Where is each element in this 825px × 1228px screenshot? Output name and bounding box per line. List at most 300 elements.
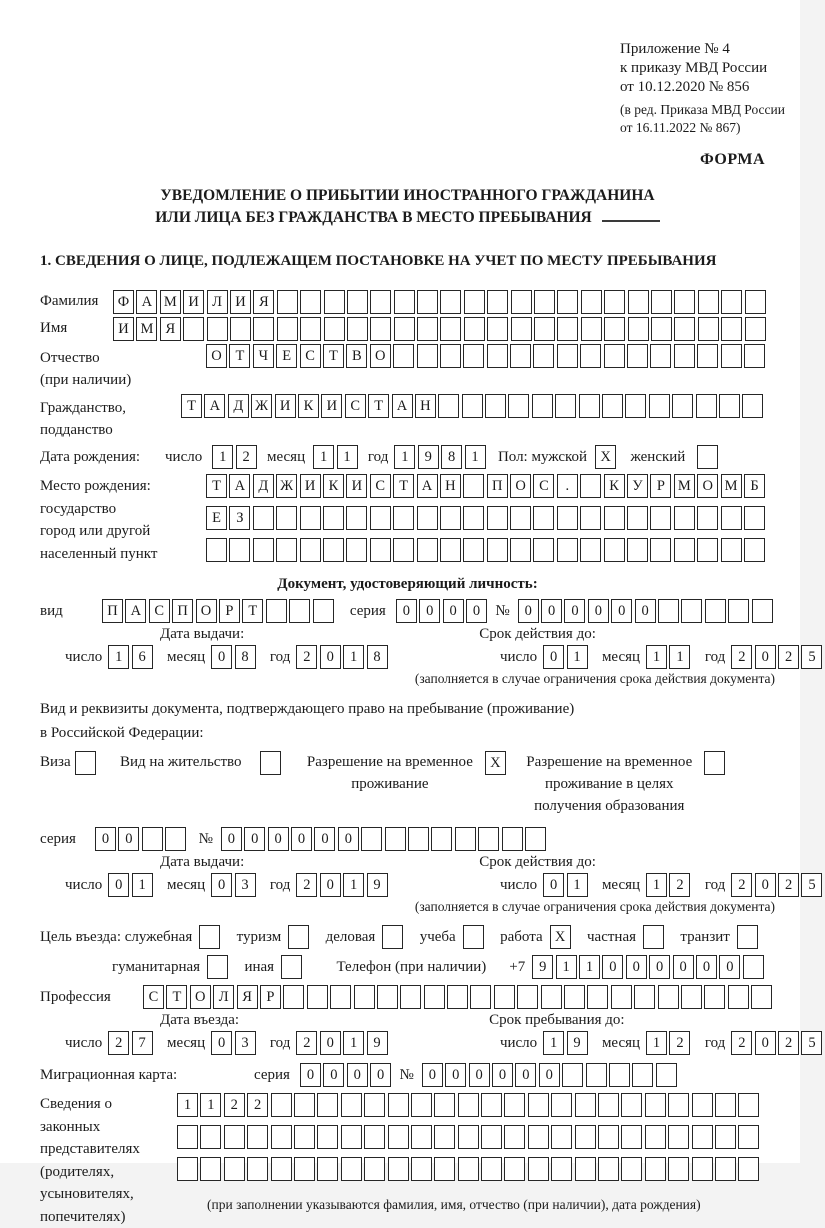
guardians-row3-boxes-cell[interactable] bbox=[575, 1157, 596, 1181]
entry-month-boxes-cell[interactable]: 0 bbox=[211, 1031, 232, 1055]
citizenship-boxes-cell[interactable]: Т bbox=[368, 394, 389, 418]
profession-boxes-cell[interactable] bbox=[658, 985, 679, 1009]
phone-boxes-cell[interactable]: 0 bbox=[602, 955, 623, 979]
given-name-boxes-cell[interactable] bbox=[370, 317, 391, 341]
given-name-boxes-cell[interactable] bbox=[628, 317, 649, 341]
surname-boxes-cell[interactable]: Я bbox=[253, 290, 274, 314]
stay-day-boxes-cell[interactable]: 9 bbox=[567, 1031, 588, 1055]
purpose-private-checkbox-cell[interactable] bbox=[643, 925, 664, 949]
patronymic-boxes-cell[interactable] bbox=[557, 344, 578, 368]
profession-boxes-cell[interactable]: Л bbox=[213, 985, 234, 1009]
entry-month-boxes-cell[interactable]: 3 bbox=[235, 1031, 256, 1055]
given-name-boxes-cell[interactable] bbox=[511, 317, 532, 341]
birthplace-row2-boxes[interactable] bbox=[206, 506, 767, 530]
citizenship-boxes-cell[interactable]: С bbox=[345, 394, 366, 418]
permit-number-boxes-cell[interactable] bbox=[408, 827, 429, 851]
guardians-row3-boxes-cell[interactable] bbox=[645, 1157, 666, 1181]
birthplace-row2-boxes-cell[interactable] bbox=[627, 506, 648, 530]
citizenship-boxes-cell[interactable] bbox=[742, 394, 763, 418]
migcard-number-boxes-cell[interactable] bbox=[656, 1063, 677, 1087]
birthplace-row1-boxes-cell[interactable]: А bbox=[229, 474, 250, 498]
guardians-row3-boxes-cell[interactable] bbox=[434, 1157, 455, 1181]
doc-type-boxes-cell[interactable]: А bbox=[125, 599, 146, 623]
purpose-official-checkbox-cell[interactable] bbox=[199, 925, 220, 949]
given-name-boxes-cell[interactable] bbox=[581, 317, 602, 341]
birthplace-row3-boxes-cell[interactable] bbox=[440, 538, 461, 562]
permit-series-boxes-cell[interactable] bbox=[165, 827, 186, 851]
visa-checkbox[interactable] bbox=[75, 751, 98, 775]
doc-type-boxes-cell[interactable] bbox=[313, 599, 334, 623]
birthplace-row2-boxes-cell[interactable] bbox=[721, 506, 742, 530]
birthplace-row1-boxes-cell[interactable]: . bbox=[557, 474, 578, 498]
doc-expiry-day-boxes-cell[interactable]: 1 bbox=[567, 645, 588, 669]
surname-boxes-cell[interactable] bbox=[557, 290, 578, 314]
surname-boxes-cell[interactable]: А bbox=[136, 290, 157, 314]
birthplace-row1-boxes-cell[interactable]: М bbox=[721, 474, 742, 498]
birthplace-row3-boxes-cell[interactable] bbox=[744, 538, 765, 562]
guardians-row1-boxes-cell[interactable] bbox=[598, 1093, 619, 1117]
guardians-row2-boxes-cell[interactable] bbox=[692, 1125, 713, 1149]
sex-male-checkbox-cell[interactable]: X bbox=[595, 445, 616, 469]
patronymic-boxes-cell[interactable] bbox=[487, 344, 508, 368]
guardians-row2-boxes-cell[interactable] bbox=[177, 1125, 198, 1149]
birth-year-boxes-cell[interactable]: 9 bbox=[418, 445, 439, 469]
citizenship-boxes-cell[interactable] bbox=[555, 394, 576, 418]
purpose-other-checkbox[interactable] bbox=[281, 955, 304, 979]
guardians-row1-boxes-cell[interactable] bbox=[692, 1093, 713, 1117]
doc-type-boxes-cell[interactable]: Т bbox=[242, 599, 263, 623]
guardians-row1-boxes-cell[interactable]: 2 bbox=[224, 1093, 245, 1117]
birthplace-row2-boxes-cell[interactable] bbox=[440, 506, 461, 530]
sex-male-checkbox[interactable] bbox=[595, 445, 618, 469]
migcard-number-boxes-cell[interactable] bbox=[586, 1063, 607, 1087]
guardians-row2-boxes-cell[interactable] bbox=[247, 1125, 268, 1149]
permit-number-boxes-cell[interactable]: 0 bbox=[291, 827, 312, 851]
stay-year-boxes[interactable] bbox=[731, 1031, 825, 1055]
guardians-row2-boxes-cell[interactable] bbox=[388, 1125, 409, 1149]
profession-boxes-cell[interactable] bbox=[681, 985, 702, 1009]
purpose-other-checkbox-cell[interactable] bbox=[281, 955, 302, 979]
guardians-row2-boxes-cell[interactable] bbox=[575, 1125, 596, 1149]
surname-boxes-cell[interactable] bbox=[300, 290, 321, 314]
doc-expiry-day-boxes[interactable] bbox=[543, 645, 590, 669]
given-name-boxes-cell[interactable] bbox=[324, 317, 345, 341]
birthplace-row2-boxes-cell[interactable] bbox=[253, 506, 274, 530]
birthplace-row2-boxes-cell[interactable] bbox=[276, 506, 297, 530]
patronymic-boxes-cell[interactable] bbox=[697, 344, 718, 368]
guardians-row2-boxes-cell[interactable] bbox=[224, 1125, 245, 1149]
birthplace-row3-boxes-cell[interactable] bbox=[300, 538, 321, 562]
guardians-row2-boxes-cell[interactable] bbox=[551, 1125, 572, 1149]
doc-expiry-month-boxes[interactable] bbox=[646, 645, 693, 669]
migcard-number-boxes-cell[interactable]: 0 bbox=[422, 1063, 443, 1087]
birthplace-row3-boxes-cell[interactable] bbox=[253, 538, 274, 562]
guardians-row1-boxes-cell[interactable]: 1 bbox=[177, 1093, 198, 1117]
guardians-row2-boxes-cell[interactable] bbox=[341, 1125, 362, 1149]
guardians-row1-boxes-cell[interactable] bbox=[668, 1093, 689, 1117]
phone-boxes-cell[interactable] bbox=[743, 955, 764, 979]
birthplace-row3-boxes-cell[interactable] bbox=[533, 538, 554, 562]
doc-expiry-year-boxes-cell[interactable]: 0 bbox=[755, 645, 776, 669]
visa-checkbox-cell[interactable] bbox=[75, 751, 96, 775]
given-name-boxes-cell[interactable]: М bbox=[136, 317, 157, 341]
given-name-boxes-cell[interactable] bbox=[253, 317, 274, 341]
permit-series-boxes[interactable] bbox=[95, 827, 189, 851]
given-name-boxes[interactable] bbox=[113, 317, 768, 341]
permit-number-boxes-cell[interactable]: 0 bbox=[221, 827, 242, 851]
permit-expiry-year-boxes[interactable] bbox=[731, 873, 825, 897]
entry-year-boxes-cell[interactable]: 9 bbox=[367, 1031, 388, 1055]
birthplace-row2-boxes-cell[interactable] bbox=[487, 506, 508, 530]
birthplace-row2-boxes-cell[interactable]: З bbox=[229, 506, 250, 530]
birth-day-boxes[interactable] bbox=[212, 445, 259, 469]
surname-boxes[interactable] bbox=[113, 290, 768, 314]
doc-type-boxes[interactable] bbox=[102, 599, 336, 623]
migcard-series-boxes[interactable] bbox=[300, 1063, 394, 1087]
given-name-boxes-cell[interactable] bbox=[651, 317, 672, 341]
purpose-humanitarian-checkbox[interactable] bbox=[207, 955, 230, 979]
guardians-row2-boxes-cell[interactable] bbox=[598, 1125, 619, 1149]
guardians-row1-boxes-cell[interactable]: 1 bbox=[200, 1093, 221, 1117]
guardians-row2-boxes-cell[interactable] bbox=[715, 1125, 736, 1149]
birthplace-row2-boxes-cell[interactable] bbox=[744, 506, 765, 530]
permit-issue-month-boxes-cell[interactable]: 3 bbox=[235, 873, 256, 897]
guardians-row2-boxes-cell[interactable] bbox=[645, 1125, 666, 1149]
birthplace-row1-boxes-cell[interactable] bbox=[463, 474, 484, 498]
guardians-row2-boxes-cell[interactable] bbox=[434, 1125, 455, 1149]
profession-boxes-cell[interactable] bbox=[704, 985, 725, 1009]
purpose-official-checkbox[interactable] bbox=[199, 925, 222, 949]
guardians-row1-boxes-cell[interactable] bbox=[458, 1093, 479, 1117]
birth-year-boxes-cell[interactable]: 8 bbox=[441, 445, 462, 469]
migcard-number-boxes-cell[interactable]: 0 bbox=[492, 1063, 513, 1087]
citizenship-boxes-cell[interactable]: И bbox=[321, 394, 342, 418]
phone-boxes-cell[interactable]: 1 bbox=[556, 955, 577, 979]
profession-boxes-cell[interactable]: Я bbox=[237, 985, 258, 1009]
birthplace-row3-boxes[interactable] bbox=[206, 538, 767, 562]
birthplace-row1-boxes-cell[interactable]: С bbox=[533, 474, 554, 498]
patronymic-boxes-cell[interactable] bbox=[627, 344, 648, 368]
profession-boxes-cell[interactable] bbox=[494, 985, 515, 1009]
birthplace-row2-boxes-cell[interactable] bbox=[557, 506, 578, 530]
guardians-row2-boxes-cell[interactable] bbox=[458, 1125, 479, 1149]
profession-boxes-cell[interactable] bbox=[283, 985, 304, 1009]
residence-permit-checkbox[interactable] bbox=[260, 751, 283, 775]
birthplace-row1-boxes-cell[interactable]: У bbox=[627, 474, 648, 498]
phone-boxes-cell[interactable]: 0 bbox=[626, 955, 647, 979]
given-name-boxes-cell[interactable] bbox=[745, 317, 766, 341]
birthplace-row3-boxes-cell[interactable] bbox=[229, 538, 250, 562]
citizenship-boxes-cell[interactable] bbox=[602, 394, 623, 418]
given-name-boxes-cell[interactable] bbox=[440, 317, 461, 341]
guardians-row1-boxes-cell[interactable] bbox=[528, 1093, 549, 1117]
guardians-row1-boxes-cell[interactable] bbox=[271, 1093, 292, 1117]
temp-residence-checkbox[interactable] bbox=[485, 751, 508, 775]
birthplace-row3-boxes-cell[interactable] bbox=[276, 538, 297, 562]
permit-expiry-month-boxes-cell[interactable]: 1 bbox=[646, 873, 667, 897]
given-name-boxes-cell[interactable] bbox=[417, 317, 438, 341]
purpose-transit-checkbox[interactable] bbox=[737, 925, 760, 949]
patronymic-boxes-cell[interactable] bbox=[650, 344, 671, 368]
permit-issue-year-boxes-cell[interactable]: 9 bbox=[367, 873, 388, 897]
patronymic-boxes-cell[interactable]: Е bbox=[276, 344, 297, 368]
patronymic-boxes-cell[interactable]: О bbox=[206, 344, 227, 368]
citizenship-boxes-cell[interactable] bbox=[625, 394, 646, 418]
guardians-row3-boxes-cell[interactable] bbox=[411, 1157, 432, 1181]
guardians-row3-boxes-cell[interactable] bbox=[692, 1157, 713, 1181]
stay-month-boxes-cell[interactable]: 1 bbox=[646, 1031, 667, 1055]
phone-boxes[interactable] bbox=[532, 955, 766, 979]
doc-issue-year-boxes-cell[interactable]: 1 bbox=[343, 645, 364, 669]
permit-expiry-day-boxes[interactable] bbox=[543, 873, 590, 897]
birthplace-row3-boxes-cell[interactable] bbox=[510, 538, 531, 562]
given-name-boxes-cell[interactable] bbox=[207, 317, 228, 341]
guardians-row3-boxes-cell[interactable] bbox=[738, 1157, 759, 1181]
guardians-row3-boxes-cell[interactable] bbox=[668, 1157, 689, 1181]
doc-number-boxes-cell[interactable]: 0 bbox=[518, 599, 539, 623]
birthplace-row3-boxes-cell[interactable] bbox=[323, 538, 344, 562]
doc-number-boxes-cell[interactable] bbox=[705, 599, 726, 623]
guardians-row1-boxes-cell[interactable] bbox=[738, 1093, 759, 1117]
entry-year-boxes-cell[interactable]: 2 bbox=[296, 1031, 317, 1055]
given-name-boxes-cell[interactable] bbox=[487, 317, 508, 341]
birthplace-row2-boxes-cell[interactable] bbox=[650, 506, 671, 530]
permit-issue-day-boxes-cell[interactable]: 0 bbox=[108, 873, 129, 897]
patronymic-boxes-cell[interactable] bbox=[721, 344, 742, 368]
permit-expiry-year-boxes-cell[interactable]: 2 bbox=[778, 873, 799, 897]
citizenship-boxes-cell[interactable] bbox=[485, 394, 506, 418]
guardians-row1-boxes-cell[interactable] bbox=[481, 1093, 502, 1117]
migcard-number-boxes-cell[interactable] bbox=[609, 1063, 630, 1087]
profession-boxes-cell[interactable] bbox=[330, 985, 351, 1009]
guardians-row3-boxes-cell[interactable] bbox=[200, 1157, 221, 1181]
patronymic-boxes-cell[interactable]: В bbox=[346, 344, 367, 368]
doc-expiry-year-boxes-cell[interactable]: 2 bbox=[731, 645, 752, 669]
birthplace-row3-boxes-cell[interactable] bbox=[627, 538, 648, 562]
profession-boxes-cell[interactable] bbox=[517, 985, 538, 1009]
birthplace-row3-boxes-cell[interactable] bbox=[417, 538, 438, 562]
birthplace-row2-boxes-cell[interactable] bbox=[370, 506, 391, 530]
given-name-boxes-cell[interactable] bbox=[674, 317, 695, 341]
profession-boxes-cell[interactable]: Т bbox=[166, 985, 187, 1009]
birthplace-row3-boxes-cell[interactable] bbox=[697, 538, 718, 562]
guardians-row3-boxes-cell[interactable] bbox=[271, 1157, 292, 1181]
given-name-boxes-cell[interactable] bbox=[464, 317, 485, 341]
profession-boxes-cell[interactable]: С bbox=[143, 985, 164, 1009]
migcard-series-boxes-cell[interactable]: 0 bbox=[323, 1063, 344, 1087]
permit-issue-year-boxes-cell[interactable]: 1 bbox=[343, 873, 364, 897]
permit-issue-month-boxes[interactable] bbox=[211, 873, 258, 897]
permit-expiry-year-boxes-cell[interactable]: 5 bbox=[801, 873, 822, 897]
guardians-row3-boxes-cell[interactable] bbox=[317, 1157, 338, 1181]
doc-type-boxes-cell[interactable] bbox=[266, 599, 287, 623]
migcard-series-boxes-cell[interactable]: 0 bbox=[370, 1063, 391, 1087]
patronymic-boxes-cell[interactable] bbox=[510, 344, 531, 368]
doc-type-boxes-cell[interactable]: С bbox=[149, 599, 170, 623]
surname-boxes-cell[interactable] bbox=[674, 290, 695, 314]
surname-boxes-cell[interactable] bbox=[581, 290, 602, 314]
permit-number-boxes-cell[interactable] bbox=[455, 827, 476, 851]
birthplace-row2-boxes-cell[interactable] bbox=[463, 506, 484, 530]
birthplace-row1-boxes-cell[interactable]: О bbox=[697, 474, 718, 498]
doc-number-boxes-cell[interactable]: 0 bbox=[564, 599, 585, 623]
surname-boxes-cell[interactable] bbox=[534, 290, 555, 314]
given-name-boxes-cell[interactable] bbox=[557, 317, 578, 341]
permit-expiry-year-boxes-cell[interactable]: 0 bbox=[755, 873, 776, 897]
given-name-boxes-cell[interactable] bbox=[698, 317, 719, 341]
guardians-row3-boxes-cell[interactable] bbox=[364, 1157, 385, 1181]
guardians-row3-boxes-cell[interactable] bbox=[621, 1157, 642, 1181]
profession-boxes-cell[interactable] bbox=[424, 985, 445, 1009]
purpose-study-checkbox-cell[interactable] bbox=[463, 925, 484, 949]
profession-boxes-cell[interactable] bbox=[447, 985, 468, 1009]
citizenship-boxes-cell[interactable] bbox=[462, 394, 483, 418]
guardians-row2-boxes[interactable] bbox=[177, 1125, 762, 1149]
surname-boxes-cell[interactable]: Л bbox=[207, 290, 228, 314]
permit-issue-year-boxes[interactable] bbox=[296, 873, 390, 897]
phone-boxes-cell[interactable]: 9 bbox=[532, 955, 553, 979]
surname-boxes-cell[interactable]: М bbox=[160, 290, 181, 314]
guardians-row1-boxes-cell[interactable] bbox=[434, 1093, 455, 1117]
guardians-row2-boxes-cell[interactable] bbox=[200, 1125, 221, 1149]
given-name-boxes-cell[interactable] bbox=[300, 317, 321, 341]
citizenship-boxes-cell[interactable] bbox=[672, 394, 693, 418]
profession-boxes-cell[interactable] bbox=[751, 985, 772, 1009]
stay-year-boxes-cell[interactable]: 5 bbox=[801, 1031, 822, 1055]
guardians-row1-boxes-cell[interactable] bbox=[364, 1093, 385, 1117]
doc-issue-year-boxes-cell[interactable]: 0 bbox=[320, 645, 341, 669]
guardians-row1-boxes-cell[interactable] bbox=[715, 1093, 736, 1117]
stay-year-boxes-cell[interactable]: 2 bbox=[731, 1031, 752, 1055]
birthplace-row1-boxes-cell[interactable]: Т bbox=[393, 474, 414, 498]
guardians-row3-boxes-cell[interactable] bbox=[458, 1157, 479, 1181]
patronymic-boxes-cell[interactable] bbox=[604, 344, 625, 368]
guardians-row3-boxes-cell[interactable] bbox=[551, 1157, 572, 1181]
doc-issue-year-boxes-cell[interactable]: 2 bbox=[296, 645, 317, 669]
doc-number-boxes-cell[interactable]: 0 bbox=[588, 599, 609, 623]
surname-boxes-cell[interactable] bbox=[721, 290, 742, 314]
guardians-row3-boxes-cell[interactable] bbox=[504, 1157, 525, 1181]
profession-boxes-cell[interactable] bbox=[541, 985, 562, 1009]
surname-boxes-cell[interactable] bbox=[417, 290, 438, 314]
sex-female-checkbox[interactable] bbox=[697, 445, 720, 469]
birthplace-row1-boxes-cell[interactable]: Б bbox=[744, 474, 765, 498]
guardians-row2-boxes-cell[interactable] bbox=[364, 1125, 385, 1149]
purpose-business-checkbox-cell[interactable] bbox=[382, 925, 403, 949]
birth-day-boxes-cell[interactable]: 2 bbox=[236, 445, 257, 469]
birthplace-row2-boxes-cell[interactable] bbox=[300, 506, 321, 530]
profession-boxes-cell[interactable] bbox=[470, 985, 491, 1009]
given-name-boxes-cell[interactable]: Я bbox=[160, 317, 181, 341]
purpose-tourism-checkbox[interactable] bbox=[288, 925, 311, 949]
birth-month-boxes[interactable] bbox=[313, 445, 360, 469]
guardians-row3-boxes-cell[interactable] bbox=[715, 1157, 736, 1181]
stay-year-boxes-cell[interactable]: 0 bbox=[755, 1031, 776, 1055]
patronymic-boxes-cell[interactable]: Т bbox=[323, 344, 344, 368]
guardians-row1-boxes-cell[interactable]: 2 bbox=[247, 1093, 268, 1117]
doc-issue-month-boxes[interactable] bbox=[211, 645, 258, 669]
given-name-boxes-cell[interactable] bbox=[277, 317, 298, 341]
birthplace-row2-boxes-cell[interactable] bbox=[346, 506, 367, 530]
birthplace-row3-boxes-cell[interactable] bbox=[487, 538, 508, 562]
birthplace-row3-boxes-cell[interactable] bbox=[393, 538, 414, 562]
residence-permit-checkbox-cell[interactable] bbox=[260, 751, 281, 775]
citizenship-boxes-cell[interactable] bbox=[579, 394, 600, 418]
guardians-row2-boxes-cell[interactable] bbox=[411, 1125, 432, 1149]
stay-day-boxes[interactable] bbox=[543, 1031, 590, 1055]
guardians-row3-boxes-cell[interactable] bbox=[598, 1157, 619, 1181]
guardians-row3-boxes-cell[interactable] bbox=[528, 1157, 549, 1181]
birthplace-row1-boxes-cell[interactable]: Д bbox=[253, 474, 274, 498]
profession-boxes-cell[interactable] bbox=[564, 985, 585, 1009]
guardians-row2-boxes-cell[interactable] bbox=[317, 1125, 338, 1149]
birth-year-boxes-cell[interactable]: 1 bbox=[465, 445, 486, 469]
patronymic-boxes-cell[interactable] bbox=[533, 344, 554, 368]
citizenship-boxes-cell[interactable] bbox=[696, 394, 717, 418]
doc-number-boxes-cell[interactable]: 0 bbox=[611, 599, 632, 623]
stay-month-boxes[interactable] bbox=[646, 1031, 693, 1055]
citizenship-boxes-cell[interactable]: Н bbox=[415, 394, 436, 418]
birthplace-row2-boxes-cell[interactable] bbox=[393, 506, 414, 530]
guardians-row1-boxes-cell[interactable] bbox=[551, 1093, 572, 1117]
migcard-number-boxes-cell[interactable] bbox=[562, 1063, 583, 1087]
purpose-tourism-checkbox-cell[interactable] bbox=[288, 925, 309, 949]
birthplace-row1-boxes-cell[interactable]: Т bbox=[206, 474, 227, 498]
permit-number-boxes-cell[interactable] bbox=[385, 827, 406, 851]
permit-number-boxes-cell[interactable]: 0 bbox=[314, 827, 335, 851]
birthplace-row1-boxes-cell[interactable]: И bbox=[300, 474, 321, 498]
doc-series-boxes[interactable] bbox=[396, 599, 490, 623]
permit-number-boxes-cell[interactable] bbox=[478, 827, 499, 851]
purpose-business-checkbox[interactable] bbox=[382, 925, 405, 949]
migcard-number-boxes-cell[interactable]: 0 bbox=[539, 1063, 560, 1087]
given-name-boxes-cell[interactable]: И bbox=[113, 317, 134, 341]
doc-series-boxes-cell[interactable]: 0 bbox=[396, 599, 417, 623]
doc-expiry-day-boxes-cell[interactable]: 0 bbox=[543, 645, 564, 669]
citizenship-boxes[interactable] bbox=[181, 394, 766, 418]
entry-year-boxes[interactable] bbox=[296, 1031, 390, 1055]
surname-boxes-cell[interactable]: И bbox=[183, 290, 204, 314]
patronymic-boxes-cell[interactable] bbox=[417, 344, 438, 368]
doc-type-boxes-cell[interactable] bbox=[289, 599, 310, 623]
permit-expiry-day-boxes-cell[interactable]: 1 bbox=[567, 873, 588, 897]
patronymic-boxes[interactable] bbox=[206, 344, 767, 368]
given-name-boxes-cell[interactable] bbox=[394, 317, 415, 341]
doc-issue-day-boxes-cell[interactable]: 1 bbox=[108, 645, 129, 669]
phone-boxes-cell[interactable]: 0 bbox=[719, 955, 740, 979]
doc-number-boxes-cell[interactable]: 0 bbox=[635, 599, 656, 623]
surname-boxes-cell[interactable]: Ф bbox=[113, 290, 134, 314]
birthplace-row2-boxes-cell[interactable] bbox=[510, 506, 531, 530]
birthplace-row3-boxes-cell[interactable] bbox=[206, 538, 227, 562]
profession-boxes[interactable] bbox=[143, 985, 775, 1009]
guardians-row2-boxes-cell[interactable] bbox=[738, 1125, 759, 1149]
birthplace-row3-boxes-cell[interactable] bbox=[346, 538, 367, 562]
doc-series-boxes-cell[interactable]: 0 bbox=[443, 599, 464, 623]
surname-boxes-cell[interactable] bbox=[698, 290, 719, 314]
guardians-row3-boxes-cell[interactable] bbox=[247, 1157, 268, 1181]
permit-issue-year-boxes-cell[interactable]: 2 bbox=[296, 873, 317, 897]
permit-issue-day-boxes-cell[interactable]: 1 bbox=[132, 873, 153, 897]
guardians-row3-boxes-cell[interactable] bbox=[481, 1157, 502, 1181]
birthplace-row2-boxes-cell[interactable]: Е bbox=[206, 506, 227, 530]
given-name-boxes-cell[interactable] bbox=[604, 317, 625, 341]
birthplace-row1-boxes-cell[interactable]: К bbox=[323, 474, 344, 498]
surname-boxes-cell[interactable] bbox=[370, 290, 391, 314]
permit-expiry-year-boxes-cell[interactable]: 2 bbox=[731, 873, 752, 897]
doc-series-boxes-cell[interactable]: 0 bbox=[466, 599, 487, 623]
patronymic-boxes-cell[interactable] bbox=[580, 344, 601, 368]
